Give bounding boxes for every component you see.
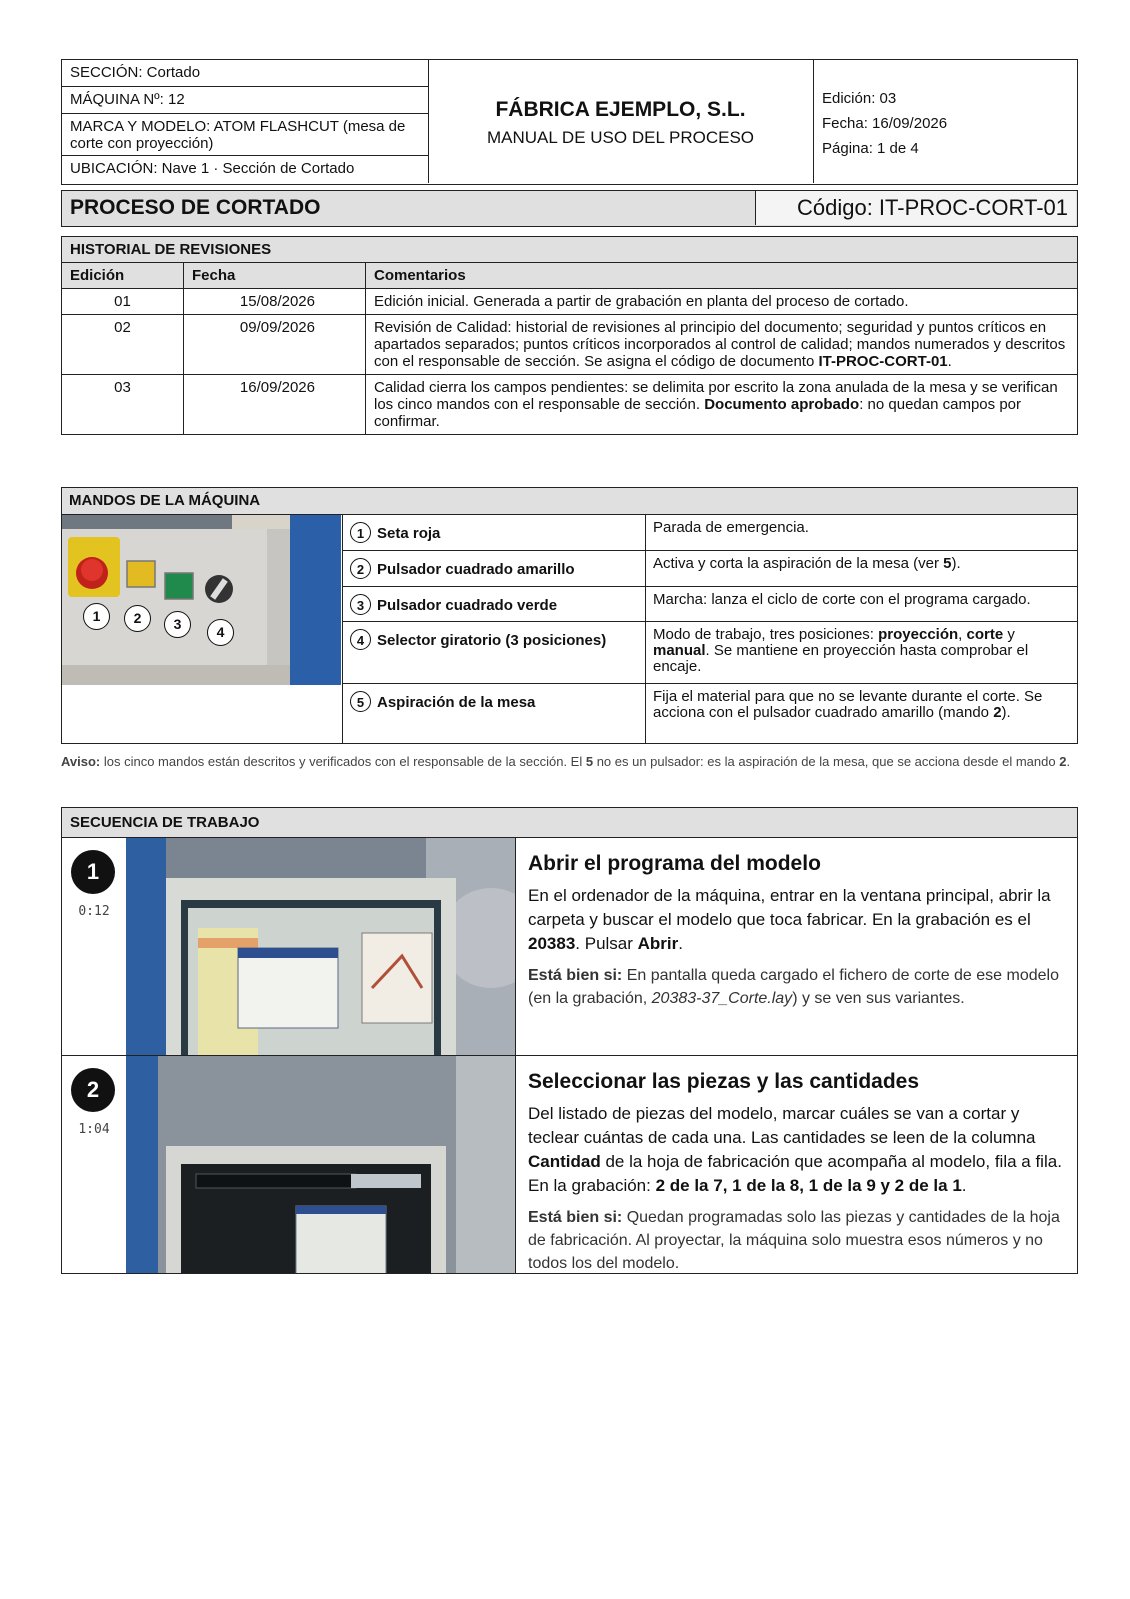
control-panel-illustration [62, 515, 341, 685]
page-field: Página: 1 de 4 [822, 140, 919, 157]
document-code-ref: IT-PROC-CORT-01 [818, 353, 948, 370]
step-check: Está bien si: Quedan programadas solo las piezas y cantidades de la hoja de fabricación. Al proyectar, la máquina solo muestra esos números y no todos los del modelo. [528, 1209, 1060, 1272]
control-name [343, 587, 646, 622]
comment-text: Revisión de Calidad: historial de revisiones al principio del documento; seguridad y puntos críticos en apartados separados; puntos críticos incorporados al control de calidad; mandos numerados y descritos con el responsable de sección. Se asigna el código de documento [374, 319, 1066, 370]
notice-text: . [1066, 754, 1071, 769]
seccion-field: SECCIÓN: Cortado [62, 60, 428, 87]
control-label: Selector giratorio (3 posiciones) [377, 632, 607, 649]
comment-text: Calidad cierra los campos pendientes: se delimita por escrito la zona anulada de la mesa y se verifican los cinco mandos con el responsable de sección. [374, 379, 1058, 413]
control-panel-photo-cell [62, 515, 343, 744]
maquina-field: MÁQUINA Nº: 12 [62, 87, 428, 114]
edition-block [813, 60, 1076, 183]
comment-cell [366, 375, 1078, 435]
control-label: Pulsador cuadrado verde [377, 596, 558, 614]
control-desc: Marcha: lanza el ciclo de corte con el programa cargado. [646, 587, 1078, 622]
column-header: Edición [62, 263, 184, 289]
notice-ref: 5 [585, 754, 594, 769]
comment-text: . [947, 353, 952, 370]
monitor-screenshot-illustration [126, 1056, 515, 1273]
date-field: Fecha: 16/09/2026 [822, 115, 948, 132]
step-title: Seleccionar las piezas y las cantidades [528, 1070, 920, 1093]
control-desc: Fija el material para que no se levante durante el corte. Se acciona con el pulsador cuadrado amarillo (mando 2). [646, 684, 1078, 744]
step-body: En el ordenador de la máquina, entrar en la ventana principal, abrir la carpeta y buscar el modelo que toca fabricar. En la grabación es el 20383. Pulsar Abrir. [528, 886, 1051, 953]
control-number: 3 [350, 594, 371, 615]
machine-info [62, 60, 429, 183]
marca-modelo-field: MARCA Y MODELO: ATOM FLASHCUT (mesa de corte con proyección) [62, 114, 428, 156]
edition-cell: 02 [62, 315, 184, 375]
step-body: Del listado de piezas del modelo, marcar cuáles se van a cortar y teclear cuántas de cada una. Las cantidades se leen de la columna Cantidad de la hoja de fabricación que acompaña al modelo, fila a fila. En la grabación: 2 de la 7, 1 de la 8, 1 de la 9 y 2 de la 1. [528, 1104, 1062, 1195]
work-sequence-heading: SECUENCIA DE TRABAJO [62, 808, 1077, 838]
comment-text: Edición inicial. Generada a partir de grabación en planta del proceso de cortado. [374, 293, 909, 310]
control-name [343, 551, 646, 587]
comment-cell [366, 289, 1078, 315]
control-label: Seta roja [377, 525, 441, 542]
sequence-step [62, 838, 1077, 1056]
table-row [62, 515, 1078, 551]
notice-label: Aviso: [61, 754, 101, 769]
comment-text: : no quedan campos por confirmar. [374, 396, 1021, 430]
step-photo [126, 838, 516, 1055]
control-number: 2 [350, 558, 371, 579]
company-block [428, 60, 814, 183]
process-title: PROCESO DE CORTADO [70, 196, 321, 219]
work-sequence [61, 807, 1078, 1274]
step-number-badge: 2 [71, 1068, 115, 1112]
step-check: Está bien si: En pantalla queda cargado el fichero de corte de ese modelo (en la grabación, 20383-37_Corte.lay) y se ven sus variantes. [528, 967, 1059, 1007]
control-desc: Parada de emergencia. [646, 515, 1078, 551]
edition-cell: 01 [62, 289, 184, 315]
control-number: 1 [350, 522, 371, 543]
control-panel-photo [62, 515, 341, 685]
controls-heading: MANDOS DE LA MÁQUINA [62, 488, 1078, 515]
check-label: Está bien si: [528, 1209, 623, 1226]
photo-marker: 4 [207, 619, 234, 646]
manual-title: MANUAL DE USO DEL PROCESO [486, 128, 755, 147]
control-label: Pulsador cuadrado amarillo [377, 561, 575, 578]
step-content [528, 852, 1068, 1010]
photo-marker: 3 [164, 611, 191, 638]
control-number: 5 [350, 691, 371, 712]
ubicacion-field: UBICACIÓN: Nave 1 · Sección de Cortado [70, 160, 355, 177]
controls-notice [61, 752, 1078, 772]
control-number: 4 [350, 629, 371, 650]
photo-marker: 1 [83, 603, 110, 630]
table-row [62, 375, 1078, 435]
date-cell: 09/09/2026 [184, 315, 366, 375]
revision-history-table [61, 236, 1078, 435]
sequence-step [62, 1056, 1077, 1273]
control-name [343, 684, 646, 744]
document-code: Código: IT-PROC-CORT-01 [755, 191, 1076, 225]
approved-label: Documento aprobado [704, 396, 860, 413]
control-desc: Activa y corta la aspiración de la mesa (ver 5). [646, 551, 1078, 587]
process-title-bar [61, 190, 1078, 227]
step-label [62, 1056, 126, 1273]
control-desc: Modo de trabajo, tres posiciones: proyección, corte y manual. Se mantiene en proyección hasta comprobar el encaje. [646, 622, 1078, 684]
control-label: Aspiración de la mesa [377, 694, 536, 711]
notice-text: no es un pulsador: es la aspiración de la mesa, que se acciona desde el mando [593, 754, 1060, 769]
edition-field: Edición: 03 [822, 90, 897, 107]
column-header: Comentarios [366, 263, 1078, 289]
control-name [343, 622, 646, 684]
table-row [62, 315, 1078, 375]
column-header: Fecha [184, 263, 366, 289]
monitor-screenshot-illustration [126, 838, 515, 1055]
company-name: FÁBRICA EJEMPLO, S.L. [495, 98, 746, 121]
check-label: Está bien si: [528, 967, 623, 984]
step-photo [126, 1056, 516, 1273]
document-header [61, 59, 1078, 185]
date-cell: 15/08/2026 [184, 289, 366, 315]
notice-ref: 2 [1059, 754, 1067, 769]
controls-table [61, 487, 1078, 744]
revision-history-heading: HISTORIAL DE REVISIONES [62, 237, 1078, 263]
edition-cell: 03 [62, 375, 184, 435]
date-cell: 16/09/2026 [184, 375, 366, 435]
table-row [62, 289, 1078, 315]
step-label [62, 838, 126, 1055]
step-number-badge: 1 [71, 850, 115, 894]
photo-marker: 2 [124, 605, 151, 632]
step-timestamp: 0:12 [78, 904, 110, 919]
step-content [528, 1070, 1068, 1275]
step-timestamp: 1:04 [78, 1122, 110, 1137]
step-title: Abrir el programa del modelo [528, 852, 821, 875]
control-name [343, 515, 646, 551]
notice-text: los cinco mandos están descritos y verificados con el responsable de la sección. El [100, 754, 586, 769]
comment-cell [366, 315, 1078, 375]
